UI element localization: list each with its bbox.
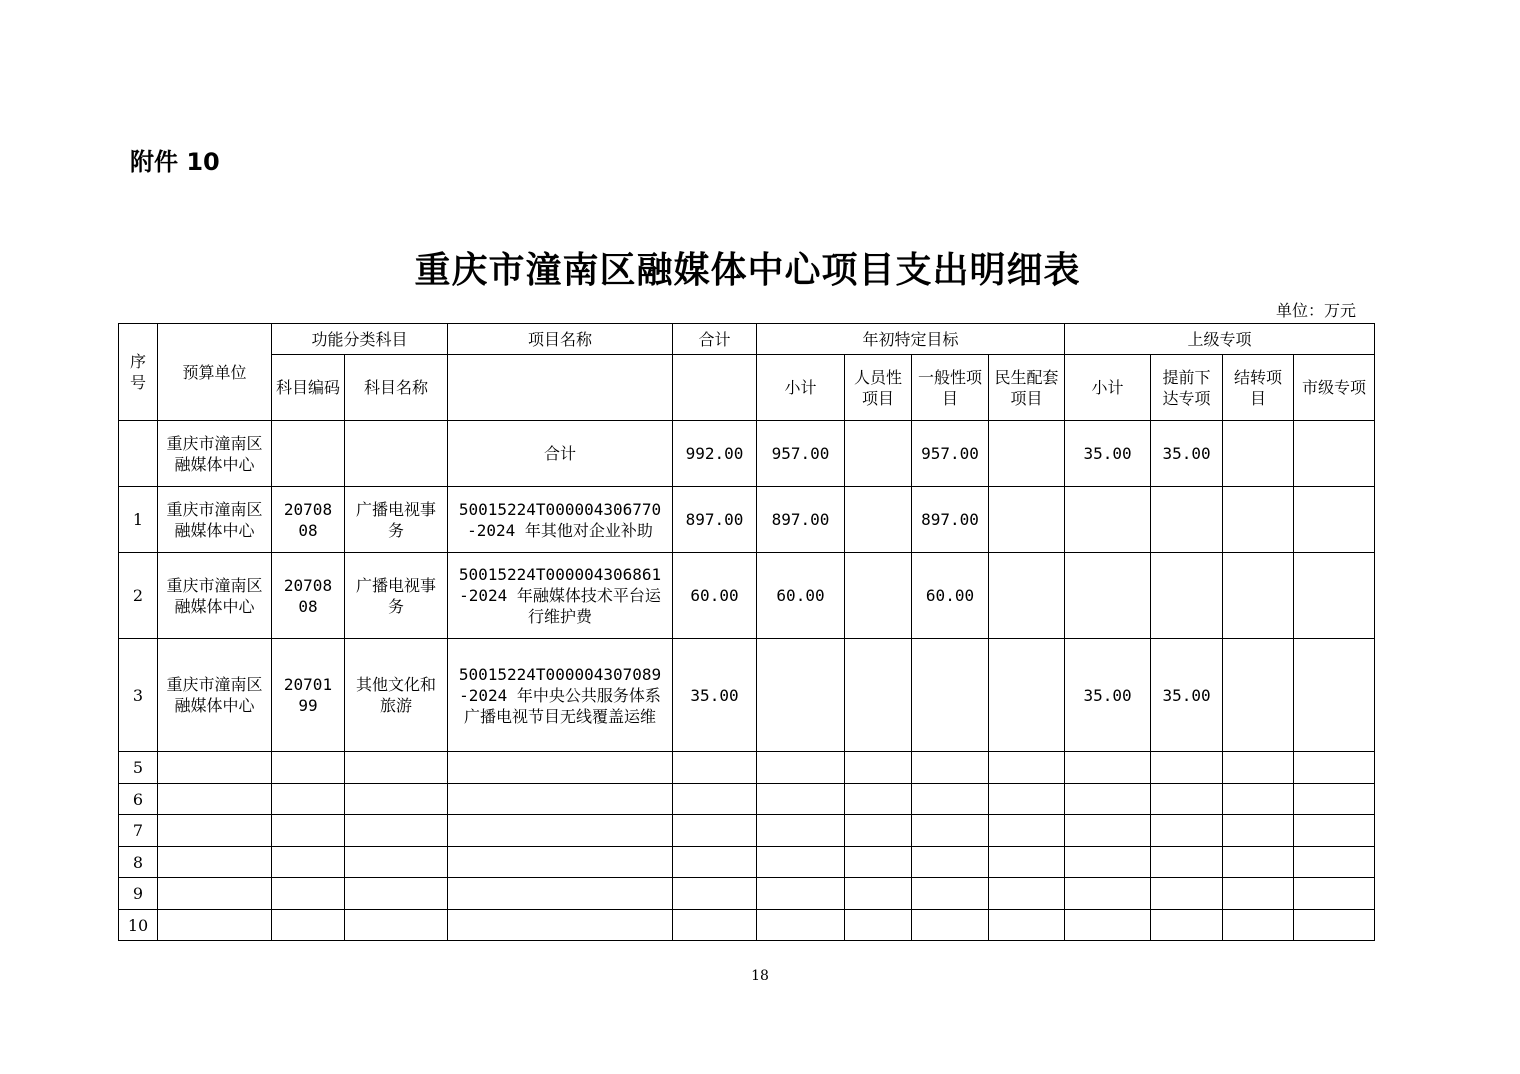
empty-row-seq: 5	[119, 752, 158, 784]
header-personnel-project: 人员性项目	[845, 355, 912, 421]
header-total-blank	[673, 355, 757, 421]
page-title: 重庆市潼南区融媒体中心项目支出明细表	[414, 249, 1081, 291]
row-personnel	[845, 553, 912, 639]
total-annual-subtotal: 957.00	[757, 421, 845, 487]
attachment-label: 附件 10	[130, 148, 220, 176]
header-carryover-project: 结转项目	[1223, 355, 1294, 421]
row-city	[1294, 487, 1375, 553]
empty-row	[119, 784, 1375, 815]
header-seq: 序号	[119, 324, 158, 421]
total-city	[1294, 421, 1375, 487]
row-livelihood	[989, 553, 1065, 639]
total-subject	[345, 421, 448, 487]
row-project: 50015224T000004306861 -2024 年融媒体技术平台运行维护费	[448, 553, 673, 639]
row-carryover	[1223, 553, 1294, 639]
total-superior-subtotal: 35.00	[1065, 421, 1151, 487]
row-general	[912, 639, 989, 752]
row-advance	[1151, 487, 1223, 553]
header-city-special: 市级专项	[1294, 355, 1375, 421]
empty-row	[119, 752, 1375, 784]
row-annual-subtotal: 60.00	[757, 553, 845, 639]
row-city	[1294, 553, 1375, 639]
header-functional-category: 功能分类科目	[272, 324, 448, 355]
row-code: 20701 99	[272, 639, 345, 752]
row-total: 897.00	[673, 487, 757, 553]
header-advance-special: 提前下达专项	[1151, 355, 1223, 421]
header-project-name: 项目名称	[448, 324, 673, 355]
empty-row-seq: 7	[119, 815, 158, 847]
row-carryover	[1223, 639, 1294, 752]
total-carryover	[1223, 421, 1294, 487]
empty-row-seq: 6	[119, 784, 158, 815]
empty-row	[119, 815, 1375, 847]
header-general-project: 一般性项目	[912, 355, 989, 421]
table-row	[119, 639, 1375, 752]
total-row	[119, 421, 1375, 487]
row-carryover	[1223, 487, 1294, 553]
table-body	[119, 421, 1375, 941]
row-superior-subtotal	[1065, 487, 1151, 553]
total-advance: 35.00	[1151, 421, 1223, 487]
row-subject: 广播电视事务	[345, 487, 448, 553]
header-budget-unit: 预算单位	[158, 324, 272, 421]
row-subject: 其他文化和旅游	[345, 639, 448, 752]
row-code: 20708 08	[272, 553, 345, 639]
row-project: 50015224T000004306770 -2024 年其他对企业补助	[448, 487, 673, 553]
row-seq: 2	[119, 553, 158, 639]
row-subject: 广播电视事务	[345, 553, 448, 639]
row-personnel	[845, 639, 912, 752]
total-seq	[119, 421, 158, 487]
row-superior-subtotal: 35.00	[1065, 639, 1151, 752]
total-livelihood	[989, 421, 1065, 487]
header-superior-subtotal: 小计	[1065, 355, 1151, 421]
row-superior-subtotal	[1065, 553, 1151, 639]
unit-label: 单位：万元	[1276, 301, 1357, 320]
row-personnel	[845, 487, 912, 553]
row-seq: 3	[119, 639, 158, 752]
total-code	[272, 421, 345, 487]
header-livelihood-project: 民生配套项目	[989, 355, 1065, 421]
empty-row-seq: 9	[119, 878, 158, 910]
row-total: 35.00	[673, 639, 757, 752]
row-livelihood	[989, 639, 1065, 752]
empty-row	[119, 847, 1375, 878]
row-total: 60.00	[673, 553, 757, 639]
table-row	[119, 487, 1375, 553]
row-annual-subtotal	[757, 639, 845, 752]
row-unit: 重庆市潼南区融媒体中心	[158, 487, 272, 553]
row-city	[1294, 639, 1375, 752]
total-unit: 重庆市潼南区融媒体中心	[158, 421, 272, 487]
header-subject-code: 科目编码	[272, 355, 345, 421]
table-row	[119, 553, 1375, 639]
row-advance: 35.00	[1151, 639, 1223, 752]
header-total: 合计	[673, 324, 757, 355]
row-advance	[1151, 553, 1223, 639]
total-total: 992.00	[673, 421, 757, 487]
total-label: 合计	[448, 421, 673, 487]
header-annual-subtotal: 小计	[757, 355, 845, 421]
row-code: 20708 08	[272, 487, 345, 553]
empty-row-seq: 10	[119, 910, 158, 941]
total-general: 957.00	[912, 421, 989, 487]
header-annual-target: 年初特定目标	[757, 324, 1065, 355]
row-general: 60.00	[912, 553, 989, 639]
row-annual-subtotal: 897.00	[757, 487, 845, 553]
page-number: 18	[751, 968, 769, 984]
row-unit: 重庆市潼南区融媒体中心	[158, 553, 272, 639]
total-personnel	[845, 421, 912, 487]
budget-table	[118, 323, 1375, 941]
empty-row	[119, 878, 1375, 910]
row-project: 50015224T000004307089 -2024 年中央公共服务体系广播电视节目无线覆盖运维	[448, 639, 673, 752]
table-header	[119, 324, 1375, 421]
row-general: 897.00	[912, 487, 989, 553]
empty-row	[119, 910, 1375, 941]
row-unit: 重庆市潼南区融媒体中心	[158, 639, 272, 752]
row-livelihood	[989, 487, 1065, 553]
header-project-name-blank	[448, 355, 673, 421]
header-superior-special: 上级专项	[1065, 324, 1375, 355]
header-subject-name: 科目名称	[345, 355, 448, 421]
row-seq: 1	[119, 487, 158, 553]
empty-row-seq: 8	[119, 847, 158, 878]
